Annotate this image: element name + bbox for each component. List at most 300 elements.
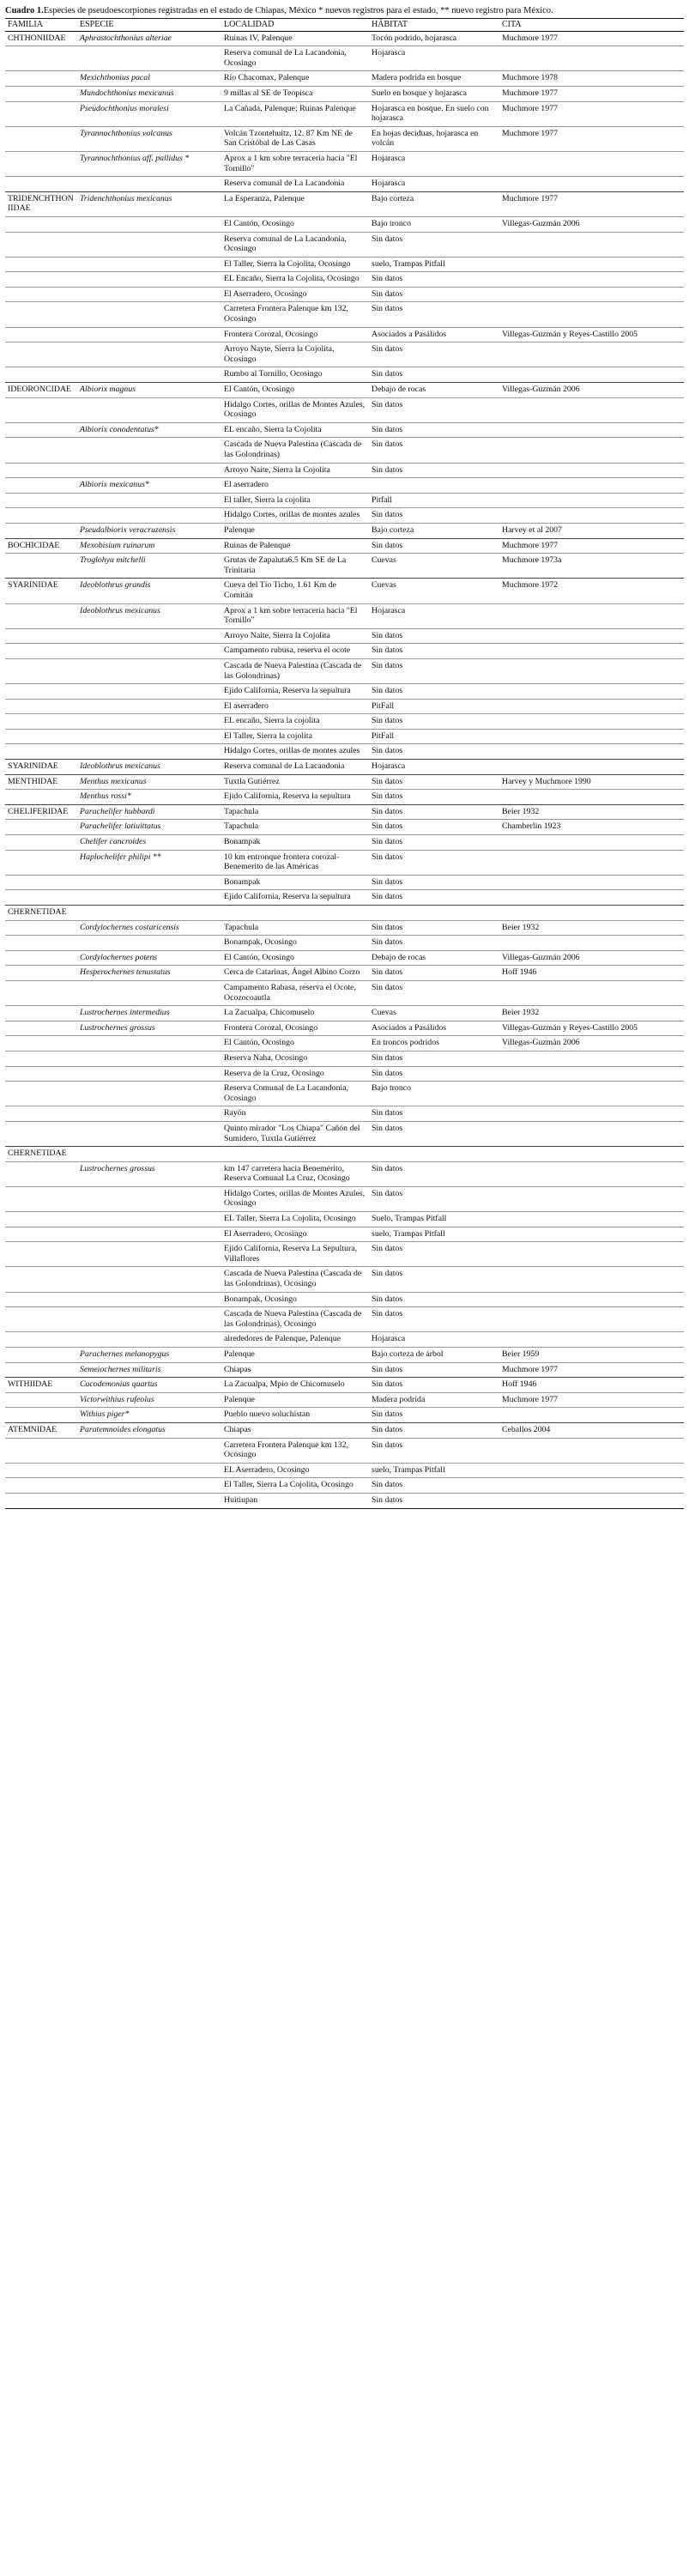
habitat-cell: Hojarasca [369,151,499,176]
cita-cell [499,729,684,744]
habitat-cell [369,478,499,494]
familia-cell [5,980,77,1005]
familia-cell: CHELIFERIDAE [5,804,77,820]
familia-cell [5,151,77,176]
familia-cell [5,1082,77,1106]
table-row [5,1212,684,1227]
familia-cell: IDEORONCIDAE [5,383,77,398]
table-row [5,86,684,101]
table-row [5,493,684,508]
especie-cell: Mexichthonius pacal [77,71,221,87]
localidad-cell: km 147 carretera hacia Benemérito, Reserva Comunal La Cruz, Ocosingo [221,1161,369,1186]
habitat-cell: Sin datos [369,1362,499,1378]
habitat-cell: Sin datos [369,1438,499,1463]
familia-cell: ATEMNIDAE [5,1422,77,1438]
especie-cell [77,367,221,383]
especie-cell: Parachelifer hubbardi [77,804,221,820]
especie-cell: Tridenchthonius mexicanus [77,191,221,216]
cita-cell: Beier 1959 [499,1348,684,1363]
table-row [5,1147,684,1162]
localidad-cell: Frontera Corozal, Ocosingo [221,327,369,342]
habitat-cell: Sin datos [369,980,499,1005]
localidad-cell: El taller, Sierra la cojolita [221,493,369,508]
familia-cell [5,1121,77,1146]
habitat-cell: suelo, Trampas Pitfall [369,1463,499,1478]
header-especie: ESPECIE [77,19,221,32]
habitat-cell: Sin datos [369,1292,499,1307]
table-row [5,603,684,628]
familia-cell [5,875,77,890]
especie-cell: Pseudalbiorix veracruzensis [77,523,221,538]
table-row [5,1408,684,1423]
table-row [5,287,684,302]
table-row [5,774,684,790]
habitat-cell: Sin datos [369,1186,499,1211]
cita-cell [499,397,684,422]
table-row [5,1493,684,1508]
familia-cell [5,126,77,151]
cita-cell [499,1161,684,1186]
familia-cell [5,1036,77,1052]
cita-cell: Beier 1932 [499,1006,684,1021]
table-row [5,684,684,700]
especie-cell: Parachelifer latiuittatus [77,820,221,835]
familia-cell [5,1392,77,1408]
especie-cell: Albiorix conodentatus* [77,422,221,438]
familia-cell [5,1006,77,1021]
cita-cell [499,790,684,805]
cita-cell [499,342,684,367]
especie-cell [77,684,221,700]
habitat-cell: Sin datos [369,804,499,820]
especie-cell [77,744,221,760]
table-row [5,1121,684,1146]
especie-cell: Menthus rossi* [77,790,221,805]
cita-cell [499,1147,684,1162]
localidad-cell: EL Encaño, Sierra la Cojolita, Ocosingo [221,272,369,288]
cita-cell [499,1121,684,1146]
habitat-cell: PitFall [369,729,499,744]
cita-cell [499,46,684,71]
familia-cell [5,367,77,383]
table-row [5,151,684,176]
localidad-cell: Ejido California, Reserva la sepultura [221,684,369,700]
especie-cell: Ideoblothrus grandis [77,579,221,603]
cita-cell: Villegas-Guzmán 2006 [499,950,684,966]
especie-cell: Ideoblothrus mexicanus [77,603,221,628]
habitat-cell: Sin datos [369,232,499,257]
habitat-cell: Sin datos [369,272,499,288]
table-row [5,1066,684,1082]
especie-cell [77,1438,221,1463]
especie-cell: Cacodemonius quartus [77,1378,221,1393]
familia-cell [5,302,77,327]
header-habitat: HÁBITAT [369,19,499,32]
cita-cell: Ceballos 2004 [499,1422,684,1438]
familia-cell [5,1348,77,1363]
habitat-cell: Hojarasca [369,177,499,192]
localidad-cell: Tapachula [221,820,369,835]
habitat-cell: Sin datos [369,774,499,790]
especie-cell [77,658,221,683]
habitat-cell: Sin datos [369,920,499,936]
familia-cell: CHERNETIDAE [5,906,77,921]
cita-cell: Villegas-Guzmán 2006 [499,1036,684,1052]
especie-cell: Mundochthonius mexicanus [77,86,221,101]
especie-cell [77,327,221,342]
cita-cell [499,760,684,775]
habitat-cell: En troncos podridos [369,1036,499,1052]
localidad-cell: Huitiupan [221,1493,369,1508]
table-row [5,1463,684,1478]
localidad-cell: Carretera Frontera Palenque km 132, Ocosingo [221,1438,369,1463]
cita-cell [499,684,684,700]
familia-cell: SYARINIDAE [5,579,77,603]
habitat-cell: Sin datos [369,684,499,700]
localidad-cell: EL encaño, Sierra la cojolita [221,714,369,730]
table-row [5,232,684,257]
especie-cell [77,644,221,659]
habitat-cell: Suelo, Trampas Pitfall [369,1212,499,1227]
especie-cell [77,257,221,272]
familia-cell [5,216,77,232]
familia-cell [5,1021,77,1036]
especie-cell: Hesperochernes tenustatus [77,966,221,981]
especie-cell [77,628,221,644]
familia-cell [5,744,77,760]
especie-cell [77,287,221,302]
cita-cell [499,714,684,730]
localidad-cell: Río Chacomax, Palenque [221,71,369,87]
especie-cell: Paratemnoides elongatus [77,1422,221,1438]
localidad-cell: Cueva del Tío Ticho, 1.61 Km de Comitán [221,579,369,603]
habitat-cell: Sin datos [369,966,499,981]
cita-cell: Muchmore 1977 [499,1392,684,1408]
habitat-cell: Sin datos [369,1478,499,1494]
especie-cell [77,463,221,478]
especie-cell [77,1051,221,1066]
especie-cell [77,397,221,422]
cita-cell [499,1292,684,1307]
table-row [5,478,684,494]
especie-cell [77,1147,221,1162]
familia-cell [5,890,77,906]
cita-cell: Muchmore 1977 [499,538,684,554]
especie-cell: Tyrannochthonius aff. pallidus * [77,151,221,176]
habitat-cell: Sin datos [369,1106,499,1122]
especie-cell: Lustrochernes grossus [77,1021,221,1036]
familia-cell [5,1307,77,1332]
table-row [5,1036,684,1052]
especie-cell: Pseudochthonius moralesi [77,101,221,126]
cita-cell [499,151,684,176]
familia-cell [5,397,77,422]
habitat-cell: Sin datos [369,744,499,760]
localidad-cell: alrededores de Palenque, Palenque [221,1332,369,1348]
familia-cell [5,966,77,981]
cita-cell: Muchmore 1972 [499,579,684,603]
habitat-cell: suelo, Trampas Pitfall [369,1227,499,1242]
table-row [5,760,684,775]
table-row [5,1267,684,1292]
table-body [5,31,684,1508]
habitat-cell: Sin datos [369,875,499,890]
cita-cell [499,1106,684,1122]
table-row [5,342,684,367]
familia-cell [5,699,77,714]
familia-cell [5,950,77,966]
familia-cell [5,1463,77,1478]
habitat-cell: Sin datos [369,850,499,875]
cita-cell [499,850,684,875]
cita-cell: Harvey y Muchmore 1990 [499,774,684,790]
cita-cell [499,177,684,192]
table-row [5,744,684,760]
localidad-cell: Ejido California, Reserva la sepultura [221,790,369,805]
cita-cell [499,835,684,851]
table-row [5,850,684,875]
table-row [5,1292,684,1307]
especie-cell [77,980,221,1005]
cita-cell [499,699,684,714]
familia-cell [5,1242,77,1267]
familia-cell [5,438,77,463]
familia-cell [5,478,77,494]
habitat-cell: Bajo corteza [369,523,499,538]
localidad-cell: Bonampak [221,835,369,851]
habitat-cell: Sin datos [369,342,499,367]
familia-cell [5,508,77,524]
table-row [5,191,684,216]
especie-cell [77,302,221,327]
localidad-cell: Carretera Frontera Palenque km 132, Ocosingo [221,302,369,327]
habitat-cell: Sin datos [369,1242,499,1267]
especie-cell [77,1292,221,1307]
especie-cell: Albiorix magnus [77,383,221,398]
cita-cell: Beier 1932 [499,920,684,936]
localidad-cell: Bonampak, Ocosingo [221,936,369,951]
table-row [5,699,684,714]
especie-cell: Tyrannochthonius volcanus [77,126,221,151]
cita-cell [499,302,684,327]
table-row [5,126,684,151]
especie-cell: Menthus mexicanus [77,774,221,790]
habitat-cell: Sin datos [369,1161,499,1186]
especie-cell: Withius piger* [77,1408,221,1423]
table-row [5,1161,684,1186]
especie-cell [77,1332,221,1348]
cita-cell [499,628,684,644]
habitat-cell: Pitfall [369,493,499,508]
habitat-cell: Sin datos [369,302,499,327]
localidad-cell: Palenque [221,523,369,538]
localidad-cell: Pueblo nuevo soluchistan [221,1408,369,1423]
habitat-cell: Hojarasca [369,46,499,71]
habitat-cell: Sin datos [369,1121,499,1146]
localidad-cell: Aprox a 1 km sobre terracería hacia "El Tornillo" [221,603,369,628]
cita-cell [499,1493,684,1508]
familia-cell [5,554,77,579]
table-row [5,257,684,272]
table-row [5,1021,684,1036]
habitat-cell: Bajo tronco [369,1082,499,1106]
table-row [5,1242,684,1267]
cita-cell [499,744,684,760]
localidad-cell: Bonampak, Ocosingo [221,1292,369,1307]
familia-cell [5,714,77,730]
cita-cell [499,936,684,951]
cita-cell: Muchmore 1978 [499,71,684,87]
familia-cell: SYARINIDAE [5,760,77,775]
habitat-cell: Sin datos [369,367,499,383]
localidad-cell: Cerca de Catarinas, Ángel Albino Corzo [221,966,369,981]
localidad-cell: Rayón [221,1106,369,1122]
cita-cell [499,1051,684,1066]
table-row [5,177,684,192]
cita-cell [499,603,684,628]
table-row [5,508,684,524]
localidad-cell: Reserva de la Cruz, Ocosingo [221,1066,369,1082]
familia-cell [5,1186,77,1211]
localidad-cell: Ejido California, Reserva La Sepultura, Villaflores [221,1242,369,1267]
habitat-cell: Hojarasca en bosque. En suelo con hojarasca [369,101,499,126]
table-row [5,835,684,851]
cita-cell: Villegas-Guzmán 2006 [499,216,684,232]
localidad-cell: Cascada de Nueva Palestina (Cascada de las Golondrinas), Ocosingo [221,1267,369,1292]
especie-cell [77,1036,221,1052]
localidad-cell: Hidalgo Cortes, orillas de Montes Azules, Ocosingo [221,397,369,422]
cita-cell [499,508,684,524]
habitat-cell: Sin datos [369,287,499,302]
familia-cell [5,729,77,744]
table-row [5,966,684,981]
table-row [5,579,684,603]
localidad-cell: Palenque [221,1392,369,1408]
familia-cell: CHTHONIIDAE [5,31,77,46]
table-row [5,523,684,538]
table-row [5,101,684,126]
habitat-cell: Sin datos [369,1378,499,1393]
localidad-cell: Grutas de Zapaluta6.5 Km SE de La Trinitaria [221,554,369,579]
table-row [5,729,684,744]
especie-cell [77,714,221,730]
cita-cell [499,272,684,288]
localidad-cell: Ejido California, Reserva la sepultura [221,890,369,906]
caption-label: Cuadro 1. [5,6,44,15]
cita-cell: Muchmore 1977 [499,126,684,151]
especie-cell: Lustrochernes intermedius [77,1006,221,1021]
especie-cell [77,1186,221,1211]
localidad-cell: Hidalgo Cortes, orillas de Montes Azules, Ocosingo [221,1186,369,1211]
especie-cell: Cordylochernes potens [77,950,221,966]
localidad-cell: La Cañada, Palenque; Ruinas Palenque [221,101,369,126]
cita-cell: Beier 1932 [499,804,684,820]
cita-cell: Harvey et al 2007 [499,523,684,538]
familia-cell [5,86,77,101]
localidad-cell: Aprox a 1 km sobre terracería hacia "El Tornillo" [221,151,369,176]
localidad-cell: El aserradero [221,478,369,494]
cita-cell [499,1186,684,1211]
habitat-cell: Tocón podrido, hojarasca [369,31,499,46]
familia-cell [5,658,77,683]
especie-cell [77,1227,221,1242]
table-row [5,327,684,342]
cita-cell [499,493,684,508]
table-row [5,920,684,936]
especie-cell [77,1493,221,1508]
localidad-cell: Rumbo al Tornillo, Ocosingo [221,367,369,383]
cita-cell: Villegas-Guzmán y Reyes-Castillo 2005 [499,327,684,342]
familia-cell [5,342,77,367]
table-row [5,1082,684,1106]
table-row [5,422,684,438]
localidad-cell: Frontera Corozal, Ocosingo [221,1021,369,1036]
habitat-cell: Sin datos [369,835,499,851]
localidad-cell: Tapachula [221,920,369,936]
habitat-cell: Cuevas [369,1006,499,1021]
table-row [5,936,684,951]
habitat-cell: Bajo corteza [369,191,499,216]
caption-text: Especies de pseudoescorpiones registradas en el estado de Chiapas, México * nuevos registros para el estado, ** nuevo registro para México. [43,6,553,15]
especie-cell [77,438,221,463]
especie-cell [77,1307,221,1332]
table-row [5,1186,684,1211]
habitat-cell: Sin datos [369,1066,499,1082]
especie-cell [77,1463,221,1478]
habitat-cell: Sin datos [369,628,499,644]
table-row [5,71,684,87]
especie-cell [77,232,221,257]
habitat-cell: Madera podrida [369,1392,499,1408]
familia-cell [5,257,77,272]
table-row [5,383,684,398]
habitat-cell: Cuevas [369,554,499,579]
localidad-cell: Volcán Tzontehuitz, 12. 87 Km NE de San Cristóbal de Las Casas [221,126,369,151]
localidad-cell: Quinto mirador "Los Chiapa" Cañón del Sumidero, Tuxtla Gutiérrez [221,1121,369,1146]
especie-cell [77,729,221,744]
habitat-cell: Sin datos [369,538,499,554]
localidad-cell: El Cantón, Ocosingo [221,216,369,232]
familia-cell [5,1408,77,1423]
table-row [5,397,684,422]
localidad-cell: EL Aserradero, Ocosingo [221,1463,369,1478]
habitat-cell: Sin datos [369,936,499,951]
familia-cell [5,493,77,508]
familia-cell [5,1493,77,1508]
familia-cell [5,46,77,71]
table-row [5,628,684,644]
habitat-cell: Hojarasca [369,603,499,628]
cita-cell [499,1463,684,1478]
cita-cell: Muchmore 1977 [499,1362,684,1378]
especie-cell [77,342,221,367]
familia-cell [5,523,77,538]
habitat-cell: Debajo de rocas [369,383,499,398]
cita-cell: Chamberlin 1923 [499,820,684,835]
especie-cell [77,1106,221,1122]
familia-cell [5,835,77,851]
habitat-cell: Asociados a Pasálidos [369,327,499,342]
especie-cell: Victorwithius rufeolus [77,1392,221,1408]
familia-cell [5,1362,77,1378]
table-row [5,980,684,1005]
familia-cell [5,790,77,805]
familia-cell [5,820,77,835]
table-row [5,1227,684,1242]
localidad-cell: El Aserradero, Ocosingo [221,1227,369,1242]
familia-cell [5,327,77,342]
localidad-cell: La Esperanza, Palenque [221,191,369,216]
